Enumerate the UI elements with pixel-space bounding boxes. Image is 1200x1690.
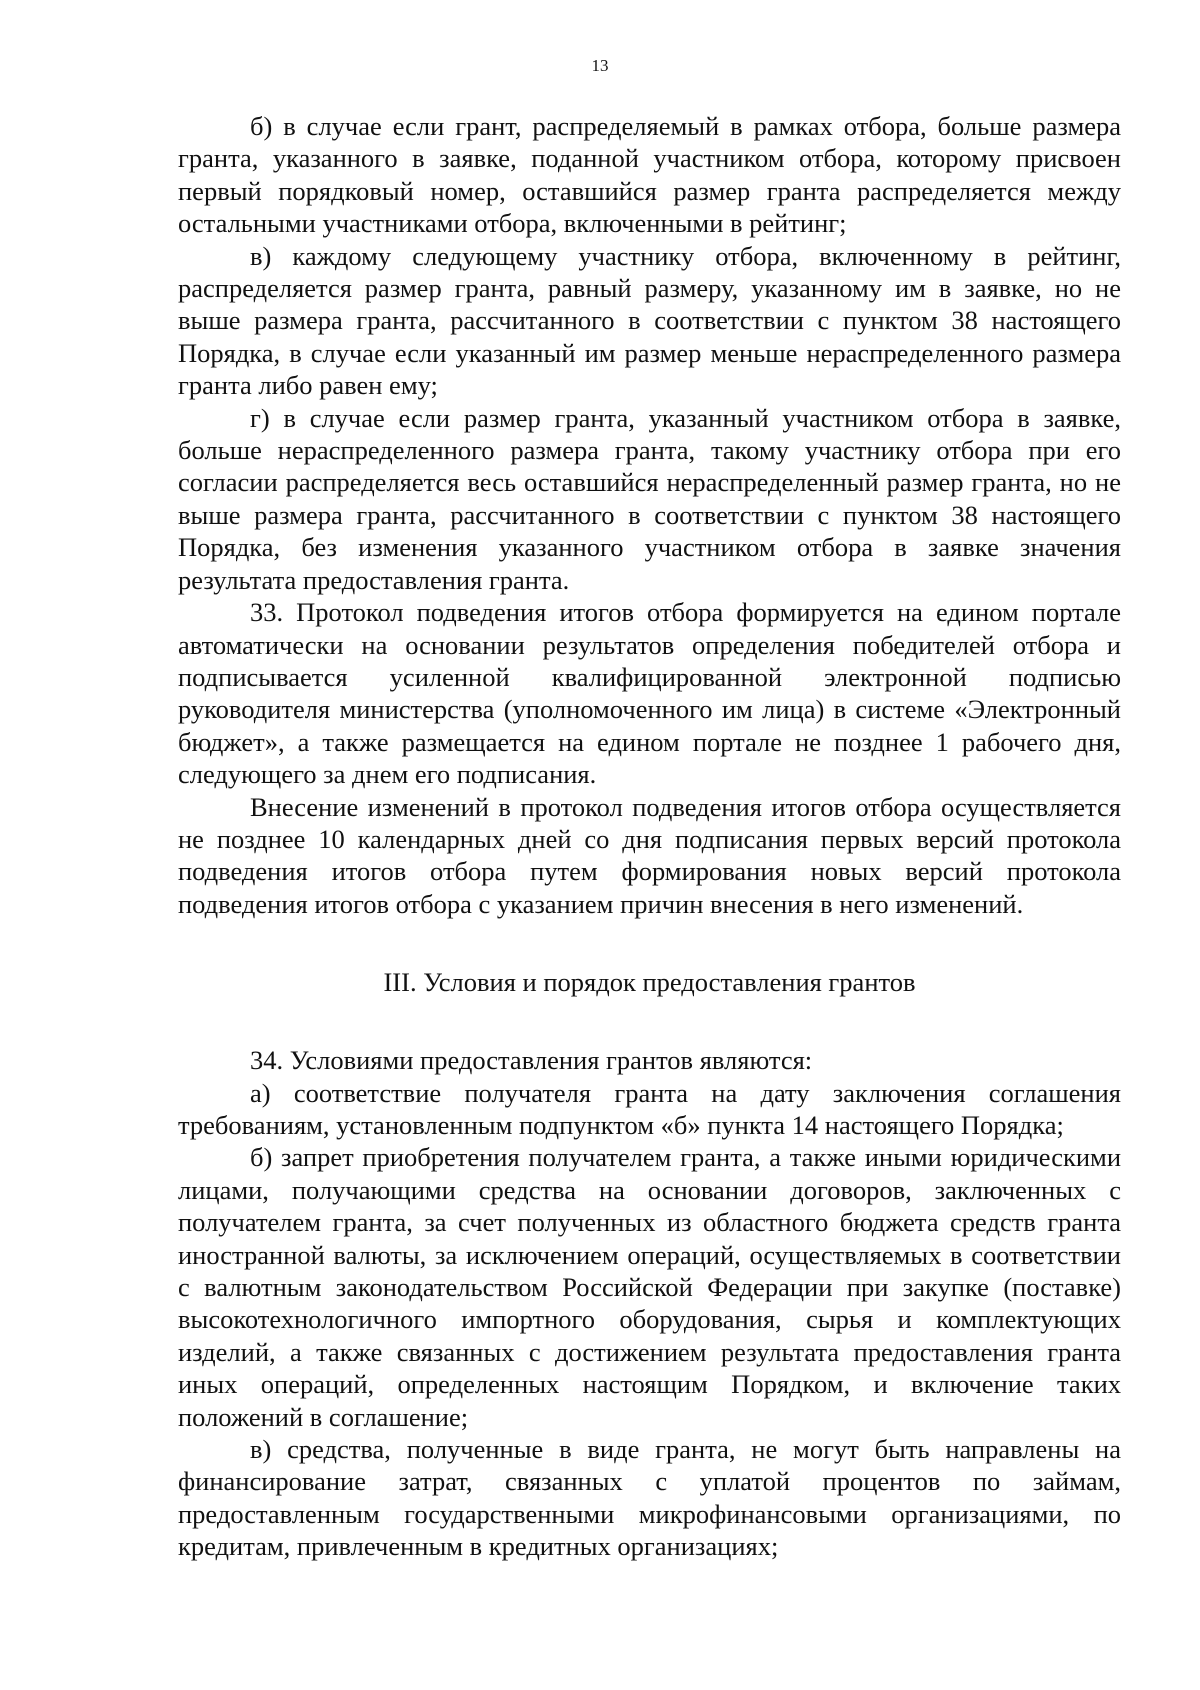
page-number: 13 bbox=[591, 56, 609, 75]
paragraph-a-compliance: а) соответствие получателя гранта на дату заключения соглашения требованиям, установленным подпунктом «б» пункта 14 настоящего Порядка; bbox=[178, 1077, 1121, 1140]
paragraph-g-undistributed-grant: г) в случае если размер гранта, указанный участником отбора в заявке, больше нераспределенного размера гранта, такому участнику отбора при его согласии распределяется весь оставшийся нераспределенный размер гранта, но не выше размера гранта, рассчитанного в соответствии с пунктом 38 настоящего Порядка, без изменения указанного участником отбора в заявке значения результата предоставления гранта. bbox=[178, 402, 1121, 595]
section-heading: III. Условия и порядок предоставления грантов bbox=[383, 967, 916, 998]
paragraph-b-grant-distribution: б) в случае если грант, распределяемый в рамках отбора, больше размера гранта, указанного в заявке, поданной участником отбора, которому присвоен первый порядковый номер, оставшийся размер гранта распределяется между остальными участниками отбора, включенными в рейтинг; bbox=[178, 111, 1121, 239]
paragraph-34-conditions: 34. Условиями предоставления грантов являются: bbox=[250, 1045, 813, 1076]
paragraph-33-protocol: 33. Протокол подведения итогов отбора формируется на едином портале автоматически на основании результатов определения победителей отбора и подписывается усиленной квалифицированной электронной подписью руководителя министерства (уполномоченного им лица) в системе «Электронный бюджет», а также размещается на едином портале не позднее 1 рабочего дня, следующего за днем его подписания. bbox=[178, 597, 1121, 790]
paragraph-v-next-participant: в) каждому следующему участнику отбора, включенному в рейтинг, распределяется размер гранта, равный размеру, указанному им в заявке, но не выше размера гранта, рассчитанного в соответствии с пунктом 38 настоящего Порядка, в случае если указанный им размер меньше нераспределенного размера гранта либо равен ему; bbox=[178, 240, 1121, 401]
document-body bbox=[178, 110, 1121, 1563]
paragraph-v-funds-restriction: в) средства, полученные в виде гранта, не могут быть направлены на финансирование затрат, связанных с уплатой процентов по займам, предоставленным государственными микрофинансовыми организациями, по кредитам, привлеченным в кредитных организациях; bbox=[178, 1434, 1121, 1562]
paragraph-b-currency-ban: б) запрет приобретения получателем гранта, а также иными юридическими лицами, получающими средства на основании договоров, заключенных с получателем гранта, за счет полученных из областного бюджета средств гранта иностранной валюты, за исключением операций, осуществляемых в соответствии с валютным законодательством Российской Федерации при закупке (поставке) высокотехнологичного импортного оборудования, сырья и комплектующих изделий, а также связанных с достижением результата предоставления гранта иных операций, определенных настоящим Порядком, и включение таких положений в соглашение; bbox=[178, 1142, 1121, 1432]
paragraph-protocol-changes: Внесение изменений в протокол подведения итогов отбора осуществляется не позднее 10 календарных дней со дня подписания первых версий протокола подведения итогов отбора путем формирования новых версий протокола подведения итогов отбора с указанием причин внесения в него изменений. bbox=[178, 791, 1121, 919]
